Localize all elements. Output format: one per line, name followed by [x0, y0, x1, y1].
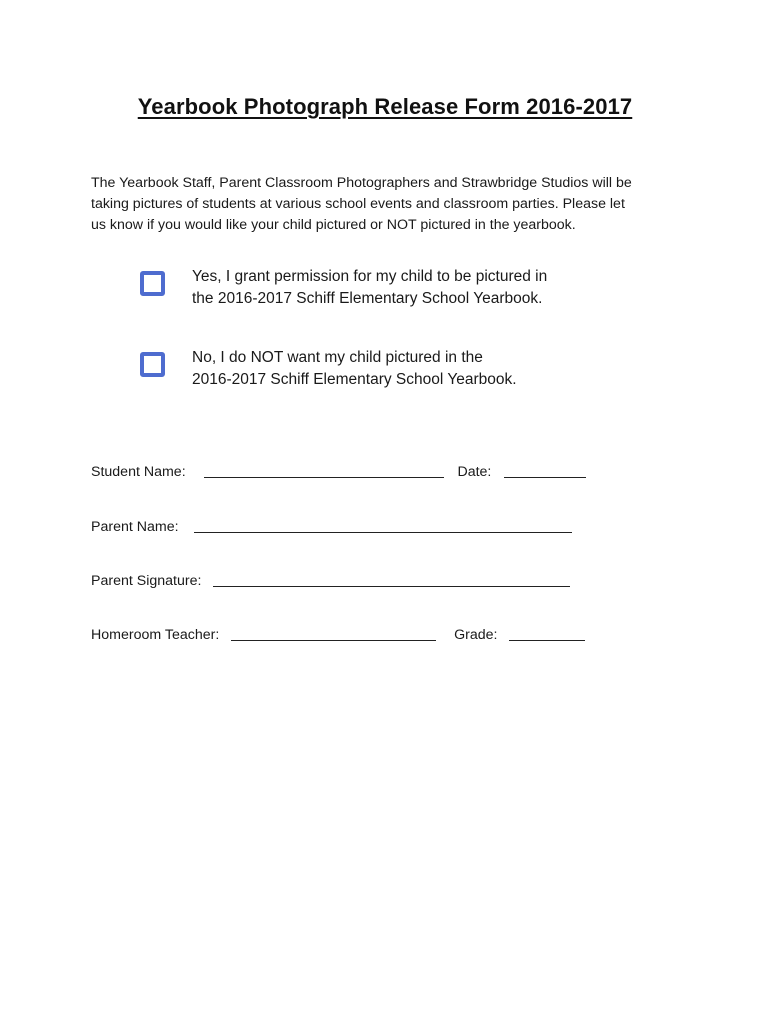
homeroom-teacher-label: Homeroom Teacher: — [91, 627, 220, 643]
permission-yes-line: Yes, I grant permission for my child to be pictured in — [192, 268, 548, 285]
form-title: Yearbook Photograph Release Form 2016-2017 — [137, 94, 633, 119]
grade-label: Grade: — [454, 627, 498, 643]
intro-paragraph — [91, 173, 691, 236]
grade-field[interactable] — [509, 624, 585, 641]
permission-no-line: No, I do NOT want my child pictured in the — [192, 349, 483, 366]
parent-name-row — [91, 514, 572, 535]
permission-yes-line: the 2016-2017 Schiff Elementary School Yearbook. — [192, 290, 543, 307]
date-field[interactable] — [504, 461, 586, 478]
student-name-field[interactable] — [204, 461, 444, 478]
parent-signature-field[interactable] — [213, 570, 570, 587]
permission-no-line: 2016-2017 Schiff Elementary School Yearbook. — [192, 371, 517, 388]
intro-line: The Yearbook Staff, Parent Classroom Photographers and Strawbridge Studios will be — [91, 175, 632, 191]
intro-line: taking pictures of students at various school events and classroom parties. Please let — [91, 196, 625, 212]
permission-yes-text — [192, 266, 547, 310]
homeroom-row — [91, 622, 585, 643]
parent-name-field[interactable] — [194, 516, 572, 533]
permission-no-checkbox[interactable] — [140, 352, 165, 377]
intro-line: us know if you would like your child pictured or NOT pictured in the yearbook. — [91, 217, 576, 233]
parent-name-label: Parent Name: — [91, 519, 179, 535]
parent-signature-label: Parent Signature: — [91, 573, 202, 589]
date-label: Date: — [457, 464, 492, 480]
permission-yes-checkbox[interactable] — [140, 271, 165, 296]
parent-signature-row — [91, 568, 570, 589]
student-row — [91, 459, 586, 480]
student-name-label: Student Name: — [91, 464, 186, 480]
permission-no-text — [192, 347, 517, 391]
homeroom-teacher-field[interactable] — [231, 624, 436, 641]
